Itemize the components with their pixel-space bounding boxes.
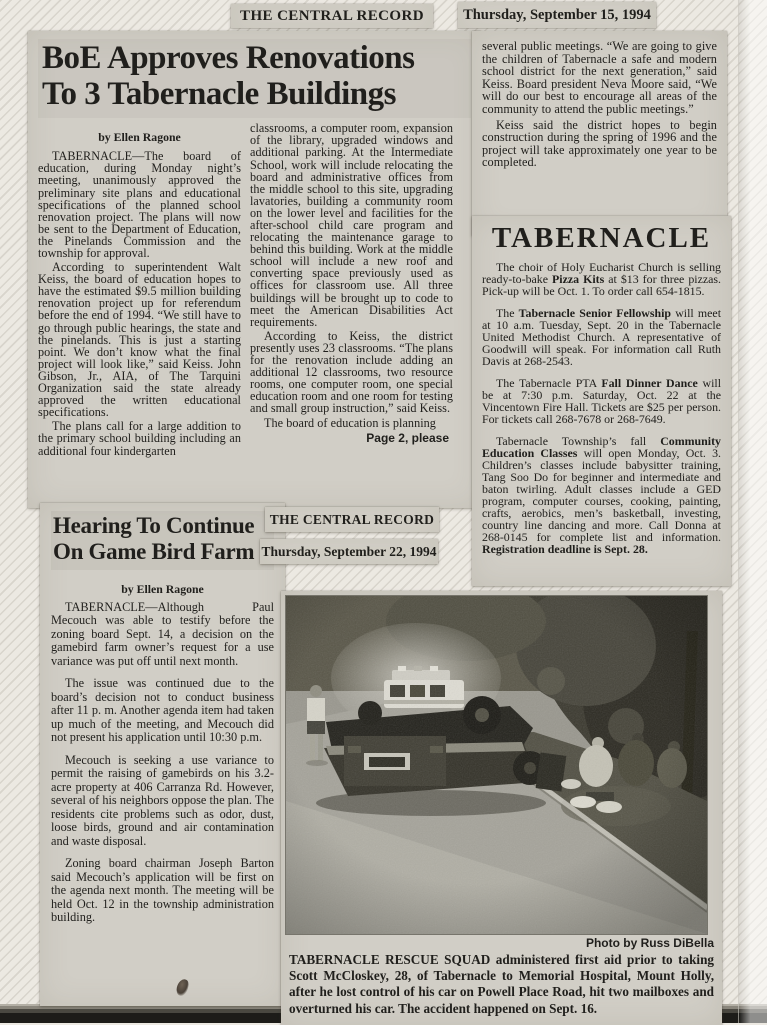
byline: by Ellen Ragone <box>98 130 181 145</box>
accident-photo-clipping <box>281 591 722 1025</box>
photo-vignette <box>286 596 707 934</box>
article-columns <box>38 122 471 456</box>
photo-caption: TABERNACLE RESCUE SQUAD administered first aid prior to taking Scott McCloskey, 28, of Tabernacle to Memorial Hospital, Mount Holly, after he lost control of his car on Powell Place Road, hit two mailboxes and overturned his car. The accident happened on Sept. 16. <box>289 952 714 1016</box>
body-paragraph: TABERNACLE—The board of education, during Monday night’s meeting, unanimously approved the preliminary site plans and educational specifications of the planned school renovation project. The plans will now be sent to the Department of Education, the Pinelands Commission and the township for approval. <box>38 149 241 260</box>
body-paragraph: TABERNACLE—Although Paul Mecouch was able to testify before the zoning board Sept. 14, a decision on the gamebird farm owner’s request for a use variance was put off until next month. <box>51 599 274 668</box>
body-paragraph: classrooms, a computer room, expansion of the library, upgraded windows and additional parking. At the Intermediate School, work will include relocating the board and administrative offices from the middle school to this site, upgrading lavatories, building a community room on the lower level and facilities for the after-school child care program and relocating the maintenance garage to behind this building. Work at the middle school will include a new roof and converting space previously used as offices for classroom use. All three buildings will be brought up to code to meet the American Disabilities Act requirements. <box>250 121 453 329</box>
masthead-strip <box>265 507 439 532</box>
article-headline <box>38 39 471 118</box>
body-paragraph: Keiss said the district hopes to begin construction during the spring of 1996 and the project will take approximately one year to be completed. <box>482 117 717 170</box>
community-item: The Tabernacle Senior Fellowship will meet at 10 a.m. Tuesday, Sept. 20 in the Tabernacle United Methodist Church. A representative of Goodwill will speak. For information call Ruth Davis at 268-2543. <box>482 306 721 368</box>
body-paragraph: Mecouch is seeking a use variance to permit the raising of gamebirds on his 3.2-acre property at 406 Carranza Rd. However, several of his neighbors oppose the plan. The residents cite problems such as odor, dust, loose birds, ground and air contamination and waste disposal. <box>51 752 274 848</box>
body-paragraph: The plans call for a large addition to the primary school building including an additional four kindergarten <box>38 419 241 458</box>
continued-on-page-note: Page 2, please <box>366 430 449 445</box>
headline-line-2: To 3 Tabernacle Buildings <box>42 75 396 112</box>
community-news-tabernacle <box>472 216 731 586</box>
body-paragraph: The issue was continued due to the board’s decision not to conduct business after 11 p. m. Another agenda item had taken up much of the meeting, and Mecouch did not present his application until 10:30 p.m. <box>51 676 274 745</box>
issue-date: Thursday, September 22, 1994 <box>261 543 437 559</box>
community-section-header: TABERNACLE <box>491 222 712 254</box>
byline: by Ellen Ragone <box>121 581 204 596</box>
article-column-1 <box>38 122 241 456</box>
body-paragraph: Zoning board chairman Joseph Barton said Mecouch’s application will be first on the agenda next month. The meeting will be held Oct. 12 in the township administration building. <box>51 856 274 925</box>
community-item: Tabernacle Township’s fall Community Education Classes will open Monday, Oct. 3. Children’s classes include babysitter training, Tang Soo Do for beginner and intermediate and baton twirling. Adult classes include a GED program, computer courses, cooking, painting, crafts, aerobics, men’s basketball, investing, country line dancing and more. Call Donna at 268-0145 for complete list and information. Registration deadline is Sept. 28. <box>482 434 721 556</box>
issue-date-strip <box>458 2 656 28</box>
issue-date: Thursday, September 15, 1994 <box>463 6 651 23</box>
masthead-title: THE CENTRAL RECORD <box>240 7 424 24</box>
article-column-2 <box>250 122 453 456</box>
page-right-edge <box>738 0 767 1023</box>
masthead-title: THE CENTRAL RECORD <box>269 511 435 527</box>
body-paragraph: several public meetings. “We are going to give the children of Tabernacle a safe and modern school district for the next generation,” said Keiss. Board president Neva Moore said, “We will do our best to encourage all areas of the community to attend the public meetings.” <box>482 39 717 116</box>
community-item: The Tabernacle PTA Fall Dinner Dance will be at 7:30 p.m. Saturday, Oct. 22 at the Vincentown Fire Hall. Tickets are $25 per person. For tickets call 268-7678 or 268-7649. <box>482 376 721 426</box>
masthead-strip <box>231 4 433 28</box>
accident-photo <box>286 596 707 934</box>
article-headline <box>51 511 274 570</box>
article-game-bird-farm <box>40 503 285 1006</box>
body-paragraph: The board of education is planning <box>264 415 436 430</box>
body-paragraph: According to superintendent Walt Keiss, the board of education hopes to have the estimated $9.5 million building renovation project up for referendum before the end of 1994. “We still have to go through public hearings, the state and the pinelands. This is just a starting point. We don’t know what the final project will look like,” said Keiss. John Gibson, Jr., AIA, of The Tarquini Organization said the state already approved the written educational specifications. <box>38 260 241 420</box>
photo-credit: Photo by Russ DiBella <box>585 936 714 950</box>
body-paragraph: According to Keiss, the district presently uses 23 classrooms. “The plans for the renovation include adding an additional 12 classrooms, two resource rooms, one computer room, one special education room and one room for testing and small group instruction,” said Keiss. <box>250 328 453 416</box>
article-boe-renovations <box>28 31 481 508</box>
headline-line-1: BoE Approves Renovations <box>42 40 415 76</box>
community-item: The choir of Holy Eucharist Church is selling ready-to-bake Pizza Kits at $13 for three pizzas. Pick-up will be Oct. 1. To order call 654-1815. <box>482 260 721 298</box>
headline-line-1: Hearing To Continue <box>53 513 255 538</box>
article-continuation <box>472 31 727 236</box>
issue-date-strip <box>260 539 438 564</box>
headline-line-2: On Game Bird Farm <box>53 539 255 565</box>
